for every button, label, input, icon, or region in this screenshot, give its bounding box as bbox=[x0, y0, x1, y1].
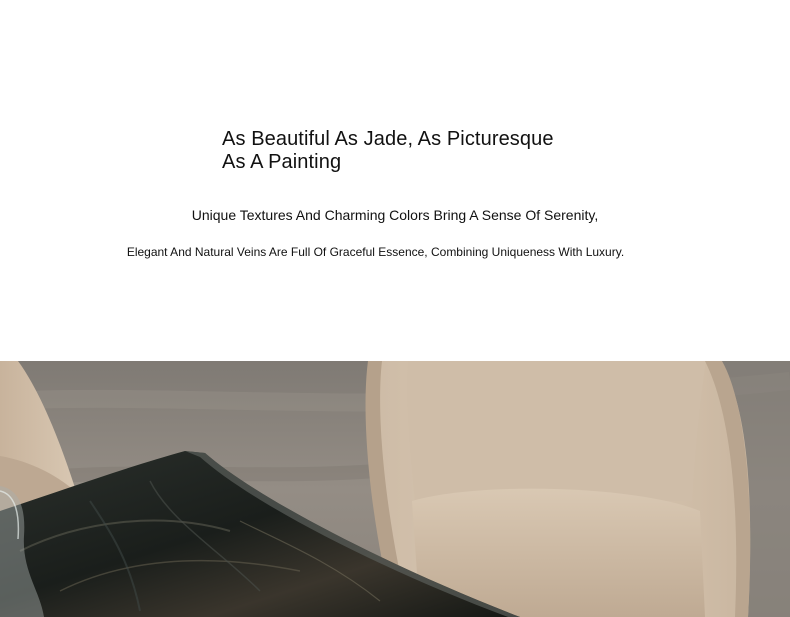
description-line-1: Unique Textures And Charming Colors Bring A Sense Of Serenity, bbox=[191, 207, 599, 223]
headline bbox=[222, 128, 742, 174]
description-line-2: Elegant And Natural Veins Are Full Of Graceful Essence, Combining Uniqueness With Luxury. bbox=[126, 245, 625, 259]
headline-line-2: As A Painting bbox=[222, 151, 342, 173]
product-photo bbox=[0, 361, 790, 617]
headline-line-1: As Beautiful As Jade, As Picturesque bbox=[222, 128, 554, 150]
